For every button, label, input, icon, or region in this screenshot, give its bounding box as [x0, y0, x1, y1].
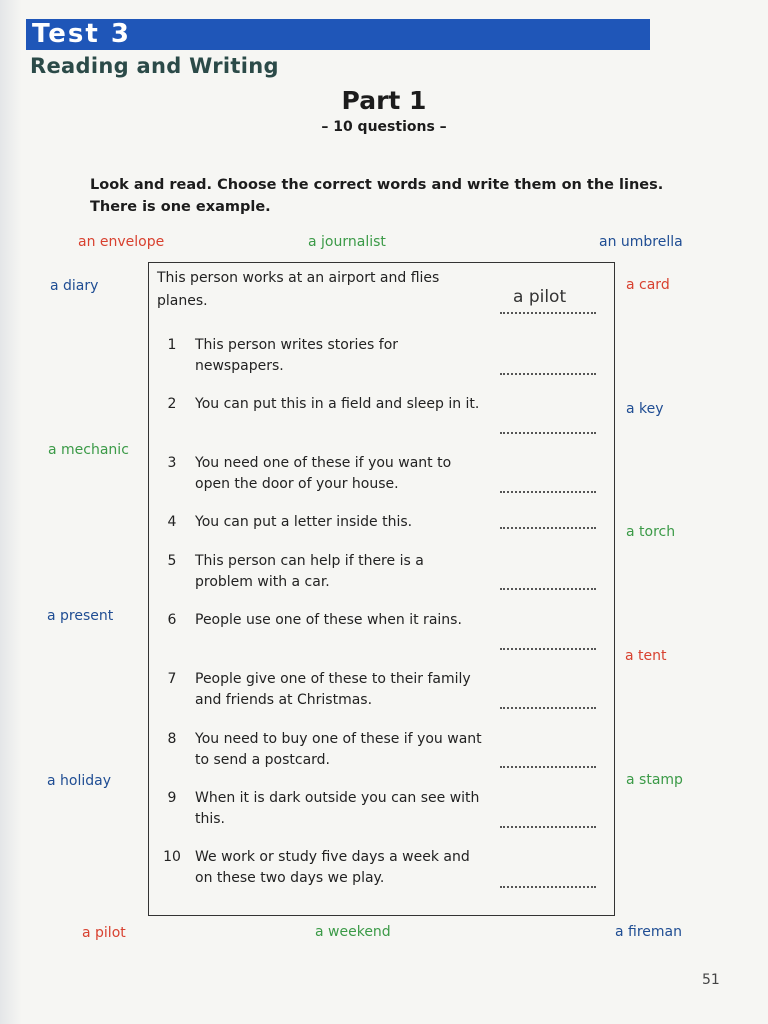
answer-line-10[interactable]	[500, 884, 596, 888]
page-edge-shadow	[0, 0, 22, 1024]
answer-line-8[interactable]	[500, 764, 596, 768]
word-a-mechanic: a mechanic	[48, 442, 129, 458]
answer-line-7[interactable]	[500, 705, 596, 709]
question-number: 9	[167, 790, 177, 806]
word-a-weekend: a weekend	[315, 924, 391, 940]
question-number: 5	[167, 553, 177, 569]
answer-line-2[interactable]	[500, 430, 596, 434]
question-text: People use one of these when it rains.	[195, 612, 462, 628]
question-number: 10	[163, 849, 181, 865]
test-header-bar	[26, 19, 650, 50]
word-a-holiday: a holiday	[47, 773, 111, 789]
word-an-umbrella: an umbrella	[599, 234, 683, 250]
example-text: This person works at an airport and flies planes.	[157, 270, 440, 309]
word-a-stamp: a stamp	[626, 772, 683, 788]
part-subtitle: – 10 questions –	[321, 119, 447, 135]
question-text: This person can help if there is a problem with a car.	[195, 553, 424, 590]
word-a-present: a present	[47, 608, 114, 624]
word-a-tent: a tent	[625, 648, 667, 664]
answer-line-6[interactable]	[500, 646, 596, 650]
question-number: 7	[167, 671, 177, 687]
answer-line-4[interactable]	[500, 525, 596, 529]
question-box	[148, 262, 615, 916]
question-number: 1	[167, 337, 177, 353]
question-text: You can put a letter inside this.	[195, 514, 413, 530]
word-a-card: a card	[626, 277, 670, 293]
question-text: You need to buy one of these if you want to send a postcard.	[195, 731, 482, 768]
question-text: This person writes stories for newspapers.	[195, 337, 399, 374]
answer-line-3[interactable]	[500, 489, 596, 493]
example-answer: a pilot	[513, 287, 567, 307]
question-number: 2	[167, 396, 177, 412]
example-answer-line	[500, 310, 596, 314]
section-title: Reading and Writing	[30, 54, 279, 78]
answer-line-5[interactable]	[500, 586, 596, 590]
question-text: You need one of these if you want to open the door of your house.	[195, 455, 452, 492]
question-number: 8	[167, 731, 177, 747]
question-text: We work or study five days a week and on these two days we play.	[195, 849, 470, 886]
word-a-fireman: a fireman	[615, 924, 682, 940]
word-a-diary: a diary	[50, 278, 99, 294]
question-text: People give one of these to their family and friends at Christmas.	[195, 671, 471, 708]
question-number: 3	[167, 455, 177, 471]
page-number: 51	[702, 972, 720, 988]
word-a-pilot: a pilot	[82, 925, 126, 941]
question-text: When it is dark outside you can see with this.	[195, 790, 480, 827]
word-an-envelope: an envelope	[78, 234, 165, 250]
answer-line-1[interactable]	[500, 371, 596, 375]
part-title: Part 1	[341, 86, 427, 115]
question-number: 4	[167, 514, 177, 530]
question-number: 6	[167, 612, 177, 628]
question-text: You can put this in a field and sleep in it.	[195, 396, 480, 412]
test-label: Test 3	[32, 19, 131, 49]
word-a-torch: a torch	[626, 524, 676, 540]
instructions: Look and read. Choose the correct words and write them on the lines. There is one example.	[90, 177, 664, 215]
word-a-journalist: a journalist	[308, 234, 386, 250]
word-a-key: a key	[626, 401, 664, 417]
answer-line-9[interactable]	[500, 824, 596, 828]
